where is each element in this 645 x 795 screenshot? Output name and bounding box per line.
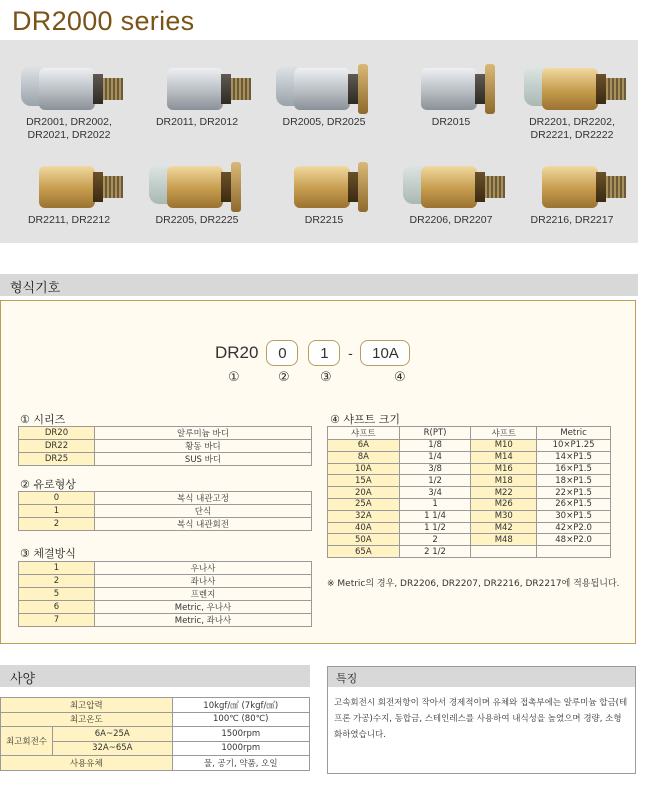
caption-line: DR2005, DR2025 xyxy=(282,116,366,128)
thread-shape xyxy=(231,78,251,100)
table-row xyxy=(19,505,312,518)
table-row xyxy=(19,575,312,588)
spec-label: 최고온도 xyxy=(1,712,173,727)
shaft-cell: 3/8 xyxy=(399,463,471,475)
product-image xyxy=(13,156,125,214)
table-row xyxy=(19,427,312,440)
product-image xyxy=(13,58,125,116)
table-header-row xyxy=(328,427,611,440)
shaft-cell: 26×P1.5 xyxy=(537,498,611,510)
body-shape xyxy=(39,166,95,208)
flange-shape xyxy=(231,162,241,212)
spec-value: 물, 공기, 약품, 오일 xyxy=(172,756,309,771)
spec-section-header: 사양 xyxy=(0,665,310,687)
desc-cell: 우나사 xyxy=(95,562,312,575)
shaft-heading: ④ 샤프트 크기 xyxy=(330,413,400,426)
table-row xyxy=(1,712,310,727)
model-code xyxy=(215,340,410,366)
product-caption xyxy=(261,214,387,227)
thread-shape xyxy=(103,176,123,198)
product-item xyxy=(509,156,635,227)
spec-sub-label: 32A~65A xyxy=(53,741,173,756)
code-cell: 1 xyxy=(19,505,95,518)
features-title: 특징 xyxy=(328,667,635,687)
column-header: R(PT) xyxy=(399,427,471,440)
flange-shape xyxy=(485,64,495,114)
desc-cell: Metric, 우나사 xyxy=(95,601,312,614)
shaft-cell: 22×P1.5 xyxy=(537,487,611,499)
code-box-shaft: 10A xyxy=(360,340,410,366)
product-image xyxy=(141,58,253,116)
shaft-cell: 1 1/2 xyxy=(399,522,471,534)
table-row xyxy=(19,440,312,453)
code-cell: 2 xyxy=(19,518,95,531)
table-row xyxy=(328,498,611,510)
thread-shape xyxy=(606,78,626,100)
shaft-cell xyxy=(537,546,611,558)
product-item xyxy=(261,156,387,227)
shaft-cell: M14 xyxy=(471,451,537,463)
shaft-cell: 20A xyxy=(328,487,400,499)
caption-line: DR2216, DR2217 xyxy=(530,214,614,226)
column-header: Metric xyxy=(537,427,611,440)
product-caption xyxy=(134,116,260,129)
table-row xyxy=(19,492,312,505)
caption-line: DR2221, DR2222 xyxy=(530,129,614,141)
model-section-header: 형식기호 xyxy=(0,274,638,296)
shaft-cell: 42×P2.0 xyxy=(537,522,611,534)
shaft-cell: 25A xyxy=(328,498,400,510)
nut-shape xyxy=(596,172,606,202)
spec-table xyxy=(0,697,310,771)
code-dash: - xyxy=(348,345,353,361)
table-row xyxy=(328,451,611,463)
shaft-cell: 16×P1.5 xyxy=(537,463,611,475)
table-row xyxy=(328,510,611,522)
table-row xyxy=(328,475,611,487)
nut-shape xyxy=(93,74,103,104)
table-row xyxy=(19,453,312,466)
shaft-cell: 1 xyxy=(399,498,471,510)
table-row xyxy=(19,518,312,531)
flow-heading: ② 유로형상 xyxy=(20,478,76,491)
body-shape xyxy=(167,68,223,110)
product-image xyxy=(268,156,380,214)
product-image xyxy=(516,156,628,214)
caption-line: DR2015 xyxy=(431,116,471,128)
thread-shape xyxy=(606,176,626,198)
nut-shape xyxy=(348,74,358,104)
body-shape xyxy=(294,68,350,110)
table-row xyxy=(328,463,611,475)
marker-1: ① xyxy=(228,370,240,385)
table-row xyxy=(328,534,611,546)
spec-value: 100℃ (80℃) xyxy=(172,712,309,727)
product-item xyxy=(134,156,260,227)
thread-shape xyxy=(485,176,505,198)
code-prefix: DR20 xyxy=(215,343,259,362)
thread-shape xyxy=(103,78,123,100)
fasten-heading: ③ 체결방식 xyxy=(20,547,76,560)
code-box-flow: 0 xyxy=(266,340,298,366)
desc-cell: 알루미늄 바디 xyxy=(95,427,312,440)
shaft-note: ※ Metric의 경우, DR2206, DR2207, DR2216, DR2217에 적용됩니다. xyxy=(327,579,620,589)
shaft-cell: 1 1/4 xyxy=(399,510,471,522)
product-item xyxy=(509,58,635,142)
desc-cell: Metric, 좌나사 xyxy=(95,614,312,627)
flow-table xyxy=(18,491,312,531)
shaft-cell: M48 xyxy=(471,534,537,546)
marker-4: ④ xyxy=(394,370,406,385)
shaft-cell: 50A xyxy=(328,534,400,546)
shaft-cell: 2 1/2 xyxy=(399,546,471,558)
shaft-cell: 40A xyxy=(328,522,400,534)
spec-value: 10kgf/㎠ (7kgf/㎠) xyxy=(172,698,309,713)
shaft-cell: 14×P1.5 xyxy=(537,451,611,463)
shaft-cell: M42 xyxy=(471,522,537,534)
nut-shape xyxy=(93,172,103,202)
caption-line: DR2021, DR2022 xyxy=(27,129,111,141)
product-item xyxy=(261,58,387,129)
shaft-cell: 65A xyxy=(328,546,400,558)
nut-shape xyxy=(348,172,358,202)
shaft-cell: M26 xyxy=(471,498,537,510)
product-image xyxy=(395,156,507,214)
nut-shape xyxy=(475,172,485,202)
body-shape xyxy=(421,68,477,110)
shaft-cell: 10A xyxy=(328,463,400,475)
body-shape xyxy=(167,166,223,208)
nut-shape xyxy=(475,74,485,104)
caption-line: DR2201, DR2202, xyxy=(529,116,615,128)
shaft-cell: 2 xyxy=(399,534,471,546)
body-shape xyxy=(542,68,598,110)
product-image xyxy=(268,58,380,116)
shaft-cell: 30×P1.5 xyxy=(537,510,611,522)
spec-label: 최고압력 xyxy=(1,698,173,713)
spec-label: 사용유체 xyxy=(1,756,173,771)
product-image xyxy=(516,58,628,116)
table-row xyxy=(1,727,310,742)
product-item xyxy=(388,58,514,129)
desc-cell: 복식 내관회전 xyxy=(95,518,312,531)
table-row xyxy=(328,440,611,452)
product-item xyxy=(6,58,132,142)
table-row xyxy=(1,698,310,713)
product-caption xyxy=(509,116,635,142)
code-cell: 2 xyxy=(19,575,95,588)
shaft-cell: 32A xyxy=(328,510,400,522)
shaft-cell: M10 xyxy=(471,440,537,452)
code-cell: DR22 xyxy=(19,440,95,453)
shaft-cell: 8A xyxy=(328,451,400,463)
code-cell: 7 xyxy=(19,614,95,627)
features-text: 고속회전시 회전저항이 작아서 경제적이며 유체와 접촉부에는 알루미늄 합금(테프론 가공)수지, 동합금, 스테인레스를 사용하여 내식성을 높였으며 경량, 소형화하였습니다. xyxy=(334,698,628,740)
product-gallery xyxy=(0,40,638,243)
table-row xyxy=(19,562,312,575)
product-caption xyxy=(261,116,387,129)
table-row xyxy=(328,546,611,558)
shaft-cell xyxy=(471,546,537,558)
product-item xyxy=(6,156,132,227)
code-cell: 1 xyxy=(19,562,95,575)
product-caption xyxy=(388,116,514,129)
column-header: 샤프트 xyxy=(328,427,400,440)
product-image xyxy=(395,58,507,116)
page-title: DR2000 series xyxy=(12,6,195,36)
caption-line: DR2211, DR2212 xyxy=(27,214,111,226)
column-header: 샤프트 xyxy=(471,427,537,440)
spec-sub-label: 6A~25A xyxy=(53,727,173,742)
spec-value: 1500rpm xyxy=(172,727,309,742)
caption-line: DR2011, DR2012 xyxy=(155,116,239,128)
desc-cell: 복식 내관고정 xyxy=(95,492,312,505)
product-image xyxy=(141,156,253,214)
code-cell: 5 xyxy=(19,588,95,601)
nut-shape xyxy=(596,74,606,104)
product-item xyxy=(134,58,260,129)
shaft-cell: 1/4 xyxy=(399,451,471,463)
desc-cell: 황동 바디 xyxy=(95,440,312,453)
product-caption xyxy=(6,214,132,227)
desc-cell: SUS 바디 xyxy=(95,453,312,466)
fasten-table xyxy=(18,561,312,627)
table-row xyxy=(19,614,312,627)
series-table xyxy=(18,426,312,466)
shaft-cell: 1/8 xyxy=(399,440,471,452)
shaft-table xyxy=(327,426,611,558)
spec-label: 최고회전수 xyxy=(1,727,53,756)
table-row xyxy=(1,756,310,771)
body-shape xyxy=(294,166,350,208)
nut-shape xyxy=(221,172,231,202)
series-heading: ① 시리즈 xyxy=(20,413,66,426)
desc-cell: 프렌지 xyxy=(95,588,312,601)
shaft-cell: 1/2 xyxy=(399,475,471,487)
code-cell: 6 xyxy=(19,601,95,614)
table-row xyxy=(19,601,312,614)
flange-shape xyxy=(358,64,368,114)
flange-shape xyxy=(358,162,368,212)
body-shape xyxy=(421,166,477,208)
table-row xyxy=(328,522,611,534)
product-caption xyxy=(134,214,260,227)
nut-shape xyxy=(221,74,231,104)
code-cell: 0 xyxy=(19,492,95,505)
shaft-cell: 18×P1.5 xyxy=(537,475,611,487)
caption-line: DR2205, DR2225 xyxy=(155,214,239,226)
table-row xyxy=(19,588,312,601)
code-box-fasten: 1 xyxy=(308,340,340,366)
shaft-cell: 6A xyxy=(328,440,400,452)
shaft-cell: M18 xyxy=(471,475,537,487)
product-caption xyxy=(388,214,514,227)
table-row xyxy=(328,487,611,499)
shaft-cell: 3/4 xyxy=(399,487,471,499)
spec-value: 1000rpm xyxy=(172,741,309,756)
features-box xyxy=(327,666,636,774)
product-caption xyxy=(6,116,132,142)
code-cell: DR20 xyxy=(19,427,95,440)
body-shape xyxy=(542,166,598,208)
caption-line: DR2001, DR2002, xyxy=(26,116,112,128)
shaft-cell: M16 xyxy=(471,463,537,475)
body-shape xyxy=(39,68,95,110)
shaft-cell: 10×P1.25 xyxy=(537,440,611,452)
shaft-cell: 15A xyxy=(328,475,400,487)
shaft-cell: M30 xyxy=(471,510,537,522)
product-caption xyxy=(509,214,635,227)
marker-2: ② xyxy=(278,370,290,385)
caption-line: DR2215 xyxy=(304,214,344,226)
caption-line: DR2206, DR2207 xyxy=(409,214,493,226)
desc-cell: 좌나사 xyxy=(95,575,312,588)
shaft-cell: 48×P2.0 xyxy=(537,534,611,546)
shaft-cell: M22 xyxy=(471,487,537,499)
code-cell: DR25 xyxy=(19,453,95,466)
desc-cell: 단식 xyxy=(95,505,312,518)
product-item xyxy=(388,156,514,227)
marker-3: ③ xyxy=(320,370,332,385)
